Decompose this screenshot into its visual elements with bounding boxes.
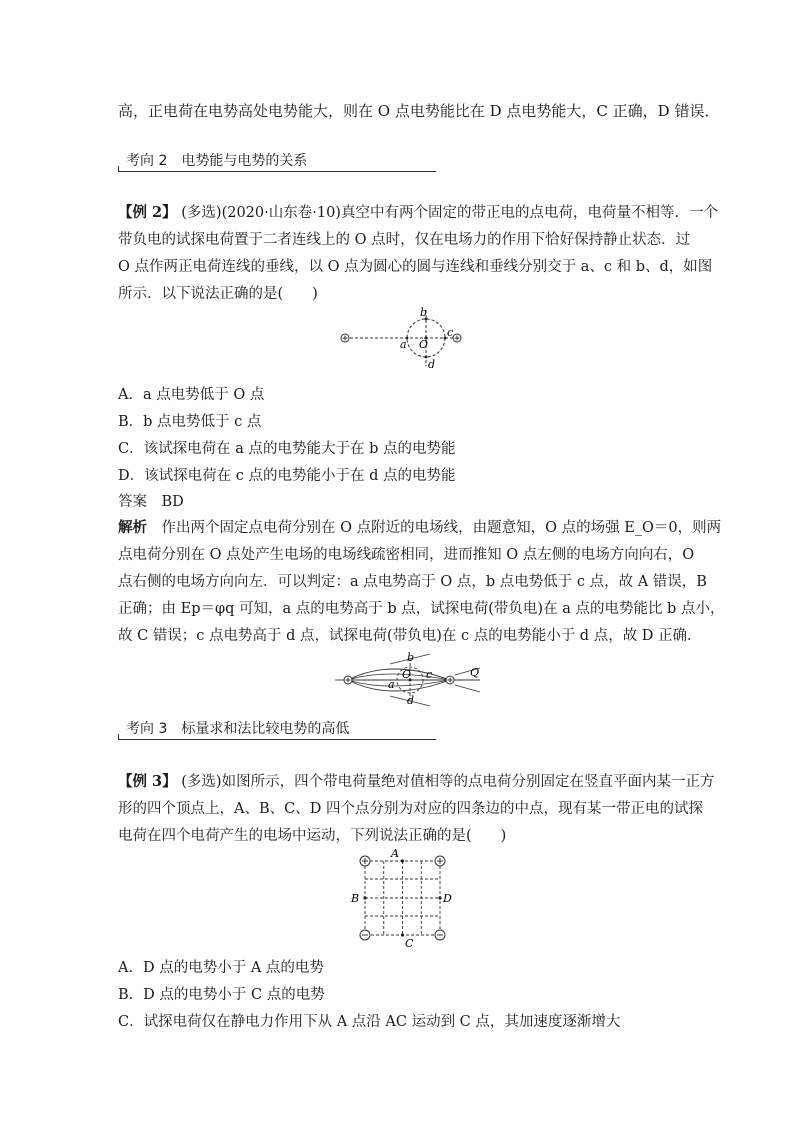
label-b: b (420, 306, 428, 319)
figure-two-charges (330, 300, 480, 375)
section-heading-2 (118, 150, 436, 172)
example3-line-1: 【例 3】 (多选)如图所示，四个带电荷量绝对值相等的点电荷分别固定在竖直平面内某一正方 (118, 773, 715, 790)
analysis-line-4: 正确；由 Ep＝φq 可知，a 点的电势高于 b 点，试探电荷(带负电)在 a 点的电势能比 b 点小， (118, 601, 725, 617)
label-D: D (443, 892, 452, 905)
label-d: d (428, 358, 436, 371)
ex3-option-c: C．试探电荷仅在静电力作用下从 A 点沿 AC 运动到 C 点，其加速度逐渐增大 (118, 1014, 621, 1030)
example2-label: 【例 2】 (118, 204, 177, 221)
example2-line-2: 带负电的试探电荷置于二者连线上的 O 点时，仅在电场力的作用下恰好保持静止状态．过 (118, 232, 691, 248)
analysis-line-3: 点右侧的电场方向向左．可以判定：a 点电势高于 O 点，b 点电势低于 c 点，故 A 错误，B (118, 574, 707, 590)
example3-label: 【例 3】 (118, 773, 177, 790)
example2-line-3: O 点作两正电荷连线的垂线，以 O 点为圆心的圆与连线和垂线分别交于 a、c 和 b、d，如图 (118, 259, 713, 275)
analysis-line-2: 点电荷分别在 O 点处产生电场的电场线疏密相同，进而推知 O 点左侧的电场方向向右，O (118, 547, 695, 563)
analysis-label: 解析 (118, 519, 147, 536)
label-a: a (388, 678, 395, 691)
example3-line-2: 形的四个顶点上，A、B、C、D 四个点分别为对应的四条边的中点，现有某一带正电的试探 (118, 801, 703, 817)
label-B: B (351, 892, 360, 905)
ex3-option-a: A．D 点的电势小于 A 点的电势 (118, 960, 324, 976)
continuation-text: 高，正电荷在电势高处电势能大，则在 O 点电势能比在 D 点电势能大，C 正确，D 错误． (118, 102, 720, 120)
heading-rule (118, 171, 436, 172)
label-c: c (426, 668, 433, 681)
option-d: D．该试探电荷在 c 点的电势能小于在 d 点的电势能 (118, 468, 456, 484)
example2-line-1: 【例 2】 (多选)(2020·山东卷·10)真空中有两个固定的带正电的点电荷，电荷量不相等．一个 (118, 204, 718, 221)
label-C: C (405, 937, 414, 948)
label-d: d (407, 694, 415, 707)
example2-line-4: 所示．以下说法正确的是( ) (118, 286, 318, 302)
label-A: A (391, 847, 399, 860)
section-title: 考向 2 电势能与电势的关系 (126, 153, 308, 169)
label-b: b (407, 651, 415, 664)
answer-value: BD (161, 494, 184, 510)
analysis-line-5: 故 C 错误；c 点电势高于 d 点，试探电荷(带负电)在 c 点的电势能小于 d 点，故 D 正确． (118, 628, 702, 644)
option-b: B．b 点电势低于 c 点 (118, 414, 262, 430)
label-c: c (447, 326, 454, 339)
label-o: O (402, 668, 412, 681)
figure-square-charges (345, 843, 460, 948)
option-c: C．该试探电荷在 a 点的电势能大于在 b 点的电势能 (118, 441, 456, 457)
answer-label: 答案 (118, 494, 147, 510)
ex3-option-b: B．D 点的电势小于 C 点的电势 (118, 987, 325, 1003)
heading-rule (118, 739, 436, 740)
example3-line-3: 电荷在四个电荷产生的电场中运动，下列说法正确的是( ) (118, 828, 507, 844)
figure-field-lines (330, 650, 490, 708)
label-o: O (419, 338, 429, 351)
section-title: 考向 3 标量求和法比较电势的高低 (126, 721, 350, 737)
answer (118, 490, 184, 511)
label-a: a (400, 338, 407, 351)
section-heading-3 (118, 718, 436, 740)
analysis-line-1: 解析 作出两个固定点电荷分别在 O 点附近的电场线，由题意知，O 点的场强 E_O＝0，则两 (118, 519, 722, 536)
label-q: Q (470, 666, 480, 679)
option-a: A．a 点电势低于 O 点 (118, 387, 265, 403)
